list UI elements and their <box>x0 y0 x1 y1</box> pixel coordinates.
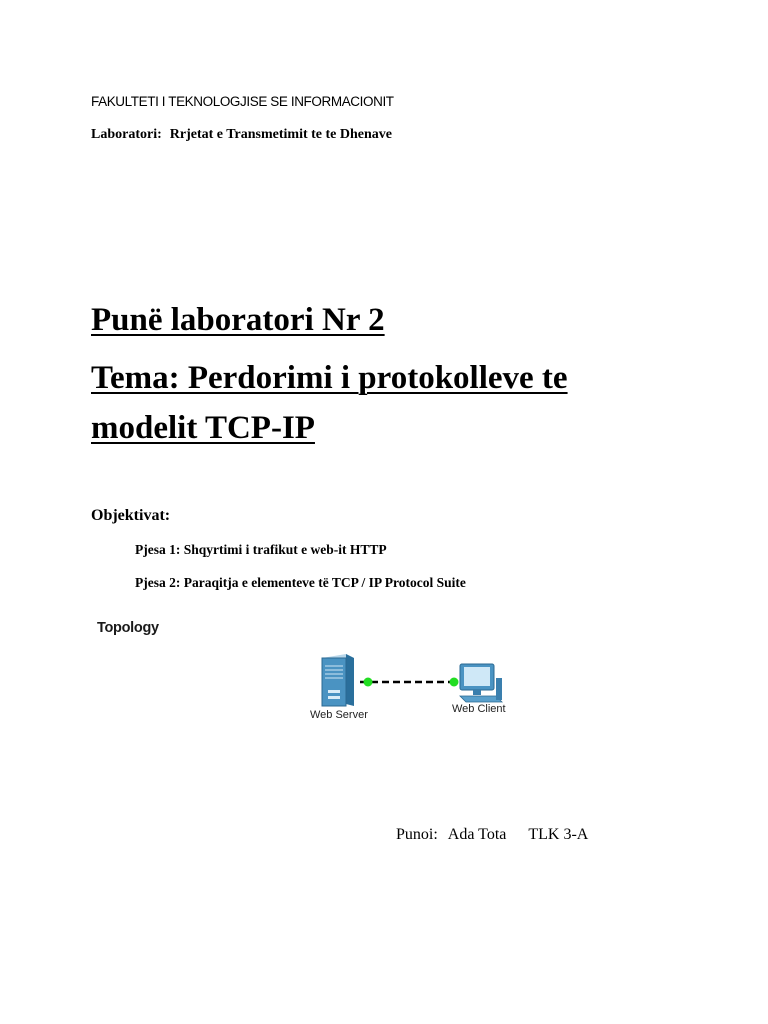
server-port-indicator <box>364 678 373 687</box>
lab-label: Laboratori: <box>91 127 162 142</box>
client-pc-icon <box>460 664 502 702</box>
lab-name: Rrjetat e Transmetimit te te Dhenave <box>169 127 393 142</box>
author-label: Punoi: <box>396 826 438 843</box>
server-icon <box>322 654 354 706</box>
web-client-label: Web Client <box>452 703 506 715</box>
objective-part-1: Pjesa 1: Shqyrtimi i trafikut e web-it HTTP <box>135 542 387 557</box>
topology-heading: Topology <box>97 620 159 636</box>
client-port-indicator <box>450 678 459 687</box>
author-group: TLK 3-A <box>528 826 589 843</box>
author-name: Ada Tota <box>447 826 507 843</box>
lab-line <box>91 127 392 143</box>
faculty-name: FAKULTETI I TEKNOLOGJISE SE INFORMACIONIT <box>91 94 394 109</box>
topic-title-line-1: Tema: Perdorimi i protokolleve te <box>91 360 568 396</box>
objective-part-2: Pjesa 2: Paraqitja e elementeve të TCP / IP Protocol Suite <box>135 575 466 590</box>
topic-title-line-2: modelit TCP-IP <box>91 410 315 446</box>
web-server-label: Web Server <box>310 709 368 721</box>
author-line <box>396 826 588 844</box>
objectives-heading: Objektivat: <box>91 507 171 524</box>
lab-work-title: Punë laboratori Nr 2 <box>91 302 385 338</box>
